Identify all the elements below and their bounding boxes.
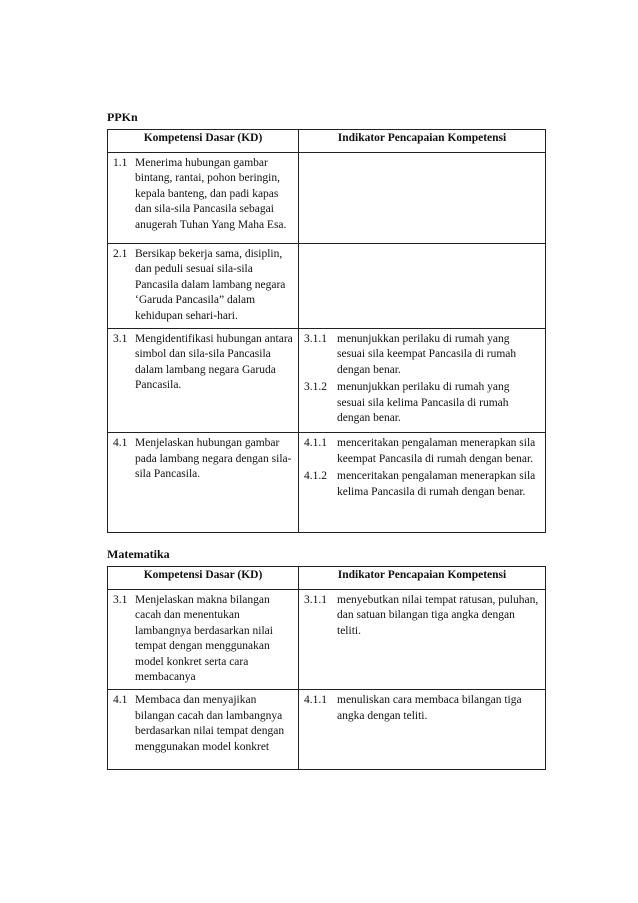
- kd-text: Menerima hubungan gambar bintang, rantai, pohon beringin, kepala banteng, dan padi kapas dan sila-sila Pancasila sebagai anugerah Tuhan Yang Maha Esa.: [135, 157, 287, 231]
- header-kd: Kompetensi Dasar (KD): [108, 130, 299, 153]
- kd-text: Mengidentifikasi hubungan antara simbol dan sila-sila Pancasila dalam lambang negara Garuda Pancasila.: [135, 333, 293, 392]
- kd-cell: [108, 590, 299, 690]
- indicator-cell: [299, 590, 546, 690]
- indicator-cell: [299, 433, 546, 533]
- indicator-text: menceritakan pengalaman menerapkan sila kelima Pancasila di rumah dengan benar.: [337, 470, 536, 498]
- section-title: Matematika: [107, 547, 170, 561]
- kd-cell: [108, 329, 299, 433]
- indicator-number: 3.1.2: [304, 381, 327, 394]
- indicator-text: menceritakan pengalaman menerapkan sila keempat Pancasila di rumah dengan benar.: [337, 437, 536, 465]
- indicator-cell: [299, 690, 546, 770]
- table-row: [108, 153, 546, 244]
- indicator-text: menyebutkan nilai tempat ratusan, puluhan, dan satuan bilangan tiga angka dengan teliti.: [337, 594, 539, 637]
- ppkn-table: [107, 129, 546, 533]
- section-matematika: [107, 547, 545, 770]
- indicator-number: 4.1.2: [304, 470, 327, 483]
- indicator-number: 4.1.1: [304, 694, 327, 707]
- table-row: [108, 244, 546, 329]
- indicator-cell: [299, 244, 546, 329]
- kd-cell: [108, 244, 299, 329]
- table-row: [108, 590, 546, 690]
- header-indikator: Indikator Pencapaian Kompetensi: [299, 567, 546, 590]
- indicator-text: menunjukkan perilaku di rumah yang sesuai sila keempat Pancasila di rumah dengan benar.: [337, 333, 517, 376]
- matematika-table: [107, 566, 546, 770]
- table-row: [108, 329, 546, 433]
- kd-number: 1.1: [113, 157, 128, 169]
- indicator-cell: [299, 329, 546, 433]
- kd-number: 3.1: [113, 333, 128, 346]
- section-title: PPKn: [107, 110, 138, 124]
- table-header-row: [108, 130, 546, 153]
- indicator-number: 3.1.1: [304, 594, 327, 606]
- section-ppkn: [107, 110, 545, 533]
- indicator-number: 4.1.1: [304, 437, 327, 450]
- kd-text: Membaca dan menyajikan bilangan cacah dan lambangnya berdasarkan nilai tempat dengan menggunakan model konkret: [135, 694, 285, 753]
- indicator-cell: [299, 153, 546, 244]
- table-row: [108, 690, 546, 770]
- kd-cell: [108, 433, 299, 533]
- kd-cell: [108, 153, 299, 244]
- table-header-row: [108, 567, 546, 590]
- kd-number: 3.1: [113, 594, 128, 606]
- table-row: [108, 433, 546, 533]
- kd-cell: [108, 690, 299, 770]
- kd-number: 4.1: [113, 694, 128, 707]
- indicator-text: menunjukkan perilaku di rumah yang sesuai sila kelima Pancasila di rumah dengan benar.: [337, 381, 510, 425]
- header-indikator: Indikator Pencapaian Kompetensi: [299, 130, 546, 153]
- indicator-number: 3.1.1: [304, 333, 327, 346]
- kd-number: 2.1: [113, 248, 128, 260]
- kd-number: 4.1: [113, 437, 128, 450]
- kd-text: Bersikap bekerja sama, disiplin, dan peduli sesuai sila-sila Pancasila dalam lambang negara ‘Garuda Pancasila” dalam kehidupan sehari-hari.: [135, 248, 286, 322]
- header-kd: Kompetensi Dasar (KD): [108, 567, 299, 590]
- kd-text: Menjelaskan makna bilangan cacah dan menentukan lambangnya berdasarkan nilai tempat dengan menggunakan model konkret serta cara membacanya: [135, 594, 273, 684]
- indicator-text: menuliskan cara membaca bilangan tiga angka dengan teliti.: [337, 694, 522, 722]
- kd-text: Menjelaskan hubungan gambar pada lambang negara dengan sila-sila Pancasila.: [135, 437, 292, 481]
